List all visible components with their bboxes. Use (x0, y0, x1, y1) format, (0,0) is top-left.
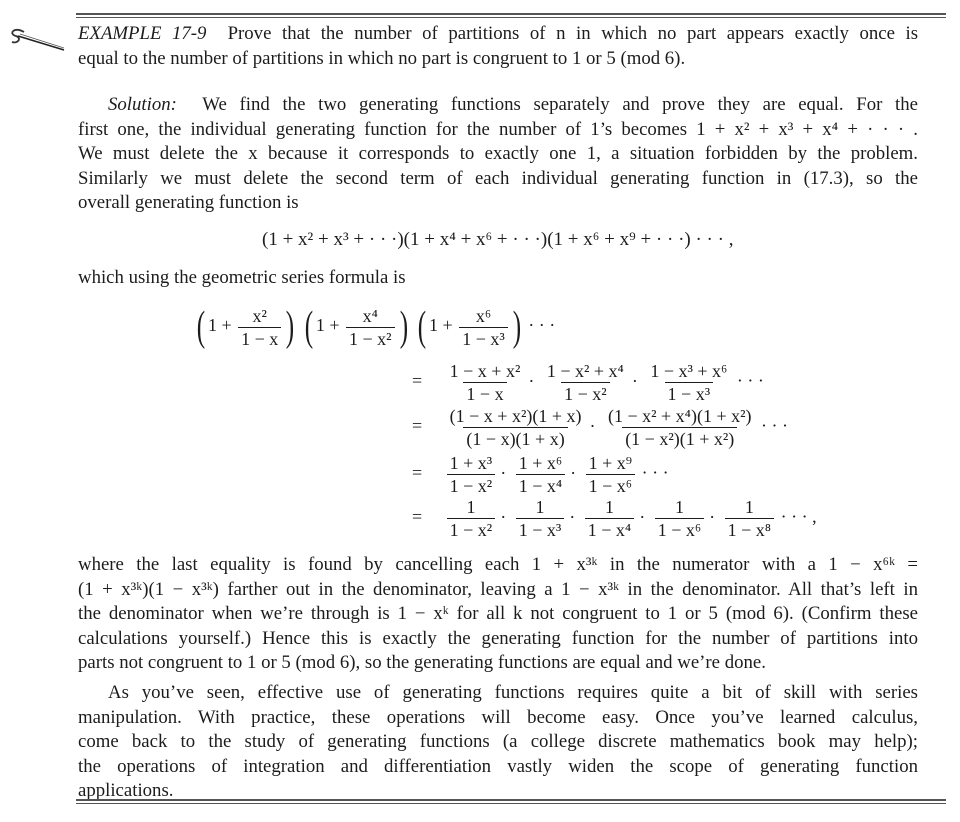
example-line-1: Prove that the number of partitions of n in which no part appears exactly once is (227, 23, 919, 44)
example-line-2: equal to the number of partitions in which no part is congruent to 1 or 5 (mod 6). (78, 47, 686, 69)
explanation-line-4: calculations yourself.) Hence this is exactly the generating function for the number of partitions into (78, 627, 918, 649)
pen-margin-mark-icon (6, 22, 66, 52)
bottom-rule (76, 799, 946, 804)
solution-line-2: first one, the individual generating function for the number of 1’s becomes 1 + x² + x³ + x⁴ + · · · . (78, 118, 918, 140)
closing-line-4: the operations of integration and differentiation vastly widen the scope of generating function (78, 755, 918, 777)
solution-line-1: We find the two generating functions separately and prove they are equal. For the (202, 94, 919, 115)
explanation-line-2: (1 + x³ᵏ)(1 − x³ᵏ) farther out in the denominator, leaving a 1 − x³ᵏ in the denominator. All that’s left in (78, 578, 918, 600)
derivation-row-4: = $\frac{\text{1 + x³}}{\text{1 − x²}}$ · $\frac{\text{1 + x⁶}}{\text{1 − x⁴}}$ · $\frac{\text{1 + x⁹}}{\text{1 − x⁶}}$ · · · (412, 453, 669, 496)
closing-line-1: As you’ve seen, effective use of generating functions requires quite a bit of skill with series (108, 682, 918, 703)
product-formula: (1 + x² + x³ + · · ·)(1 + x⁴ + x⁶ + · · ·)(1 + x⁶ + x⁹ + · · ·) · · · , (262, 229, 734, 250)
geometric-intro: which using the geometric series formula is (78, 267, 406, 288)
explanation-line-3: the denominator when we’re through is 1 − xᵏ for all k not congruent to 1 or 5 (mod 6). (Confirm these (78, 603, 918, 624)
solution-line-4: Similarly we must delete the second term of each individual generating function in (17.3), so the (78, 167, 918, 189)
solution-line-3: We must delete the x because it corresponds to exactly one 1, a situation forbidden by the problem. (78, 143, 918, 164)
top-rule (76, 13, 946, 18)
example-label: EXAMPLE 17-9 (78, 23, 207, 44)
derivation-row-2: = $\frac{\text{1 − x + x²}}{1 - x}$ · $\frac{\text{1 − x² + x⁴}}{\text{1 − x²}}$ · $\frac{\text{1 − x³ + x⁶}}{\text{1 − x³}}$ · · · (412, 361, 764, 404)
closing-line-2: manipulation. With practice, these operations will become easy. Once you’ve learned calculus, (78, 706, 918, 728)
derivation-row-3: = $\frac{\text{(1 − x + x²)(1 + x)}}{(1 - x)(1 + x)}$ · $\frac{\text{(1 − x² + x⁴)(1 + x²)}}{\text{(1 − x²)(1 + x²)}}$ · · · (412, 406, 788, 449)
closing-line-5: applications. (78, 780, 174, 801)
closing-paragraph (78, 681, 918, 804)
derivation-row-5: = $\frac{1}{\text{1 − x²}}$ · $\frac{1}{\text{1 − x³}}$ · $\frac{1}{\text{1 − x⁴}}$ · $\frac{1}{\text{1 − x⁶}}$ · $\frac{1}{\text{1 − x⁸}}$ · · · , (412, 497, 817, 540)
explanation-paragraph (78, 553, 918, 676)
closing-line-3: come back to the study of generating functions (a college discrete mathematics book may help); (78, 731, 918, 752)
explanation-line-5: parts not congruent to 1 or 5 (mod 6), so the generating functions are equal and we’re done. (78, 652, 766, 673)
example-statement (78, 22, 918, 71)
solution-paragraph (78, 93, 918, 216)
solution-label: Solution: (108, 94, 177, 115)
derivation-row-1: ( 1 + $\frac{\text{x²}}{1 - x}$ ) ( 1 + $\frac{\text{x⁴}}{\text{1 − x²}}$ ) ( 1 + $\frac{\text{x⁶}}{\text{1 − x³}}$ ) · · · (196, 304, 556, 350)
explanation-line-1: where the last equality is found by cancelling each 1 + x³ᵏ in the numerator with a 1 − x⁶ᵏ = (78, 554, 918, 575)
solution-line-5: overall generating function is (78, 192, 299, 213)
